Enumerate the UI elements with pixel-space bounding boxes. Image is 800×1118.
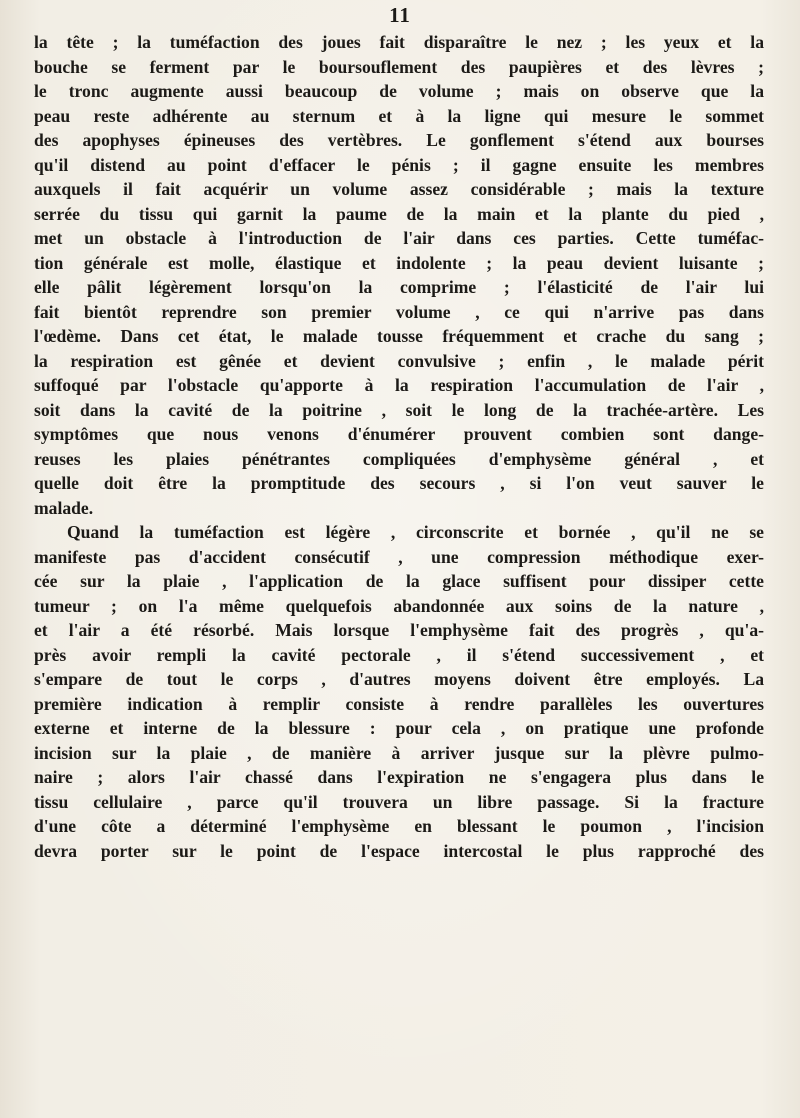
text-line: première indication à remplir consiste à rendre parallèles les ouvertures (34, 693, 764, 714)
text-line: externe et interne de la blessure : pour cela , on pratique une profonde (34, 718, 764, 738)
text-line: près avoir rempli la cavité pectorale , il s'étend successivement , et (34, 644, 764, 665)
text-line: symptômes que nous venons d'énumérer prouvent combien sont dange- (34, 424, 764, 444)
text-line: manifeste pas d'accident consécutif , une compression méthodique exer- (34, 546, 764, 567)
text-line: s'empare de tout le corps , d'autres moyens doivent être employés. La (34, 669, 764, 689)
text-line: soit dans la cavité de la poitrine , soit le long de la trachée-artère. Les (34, 399, 764, 420)
text-line: serrée du tissu qui garnit la paume de la main et la plante du pied , (34, 203, 764, 224)
text-line: tion générale est molle, élastique et indolente ; la peau devient luisante ; (34, 252, 764, 273)
text-line: auxquels il fait acquérir un volume assez considérable ; mais la texture (34, 179, 764, 199)
text-line: incision sur la plaie , de manière à arriver jusque sur la plèvre pulmo- (34, 742, 764, 763)
text-line: des apophyses épineuses des vertèbres. Le gonflement s'étend aux bourses (34, 130, 764, 150)
text-line: Quand la tuméfaction est légère , circonscrite et bornée , qu'il ne se (67, 522, 764, 542)
text-line: bouche se ferment par le boursouflement des paupières et des lèvres ; (34, 56, 764, 77)
text-line: la respiration est gênée et devient convulsive ; enfin , le malade périt (34, 350, 764, 371)
body-text (34, 30, 764, 863)
text-line: d'une côte a déterminé l'emphysème en blessant le poumon , l'incision (34, 816, 764, 836)
text-line: fait bientôt reprendre son premier volume , ce qui n'arrive pas dans (34, 301, 764, 322)
text-line: malade. (34, 497, 94, 518)
text-line: reuses les plaies pénétrantes compliquées d'emphysème général , et (34, 448, 764, 469)
page-number: 11 (389, 3, 411, 27)
text-line: cée sur la plaie , l'application de la glace suffisent pour dissiper cette (34, 571, 764, 591)
text-line: tumeur ; on l'a même quelquefois abandonnée aux soins de la nature , (34, 595, 764, 616)
text-line: met un obstacle à l'introduction de l'air dans ces parties. Cette tuméfac- (34, 228, 764, 248)
text-line: et l'air a été résorbé. Mais lorsque l'emphysème fait des progrès , qu'a- (34, 620, 764, 640)
text-line: la tête ; la tuméfaction des joues fait disparaître le nez ; les yeux et la (34, 32, 764, 52)
text-line: tissu cellulaire , parce qu'il trouvera un libre passage. Si la fracture (34, 791, 764, 812)
text-line: naire ; alors l'air chassé dans l'expiration ne s'engagera plus dans le (34, 767, 764, 787)
text-line: suffoqué par l'obstacle qu'apporte à la respiration l'accumulation de l'air , (34, 375, 764, 395)
text-line: quelle doit être la promptitude des secours , si l'on veut sauver le (34, 473, 764, 493)
text-line: elle pâlit légèrement lorsqu'on la comprime ; l'élasticité de l'air lui (34, 277, 764, 297)
text-line: l'œdème. Dans cet état, le malade tousse fréquemment et crache du sang ; (34, 326, 764, 346)
text-line: qu'il distend au point d'effacer le pénis ; il gagne ensuite les membres (34, 154, 764, 175)
text-line: le tronc augmente aussi beaucoup de volume ; mais on observe que la (34, 81, 764, 101)
text-line: peau reste adhérente au sternum et à la ligne qui mesure le sommet (34, 105, 764, 126)
text-line: devra porter sur le point de l'espace intercostal le plus rapproché des (34, 840, 764, 861)
